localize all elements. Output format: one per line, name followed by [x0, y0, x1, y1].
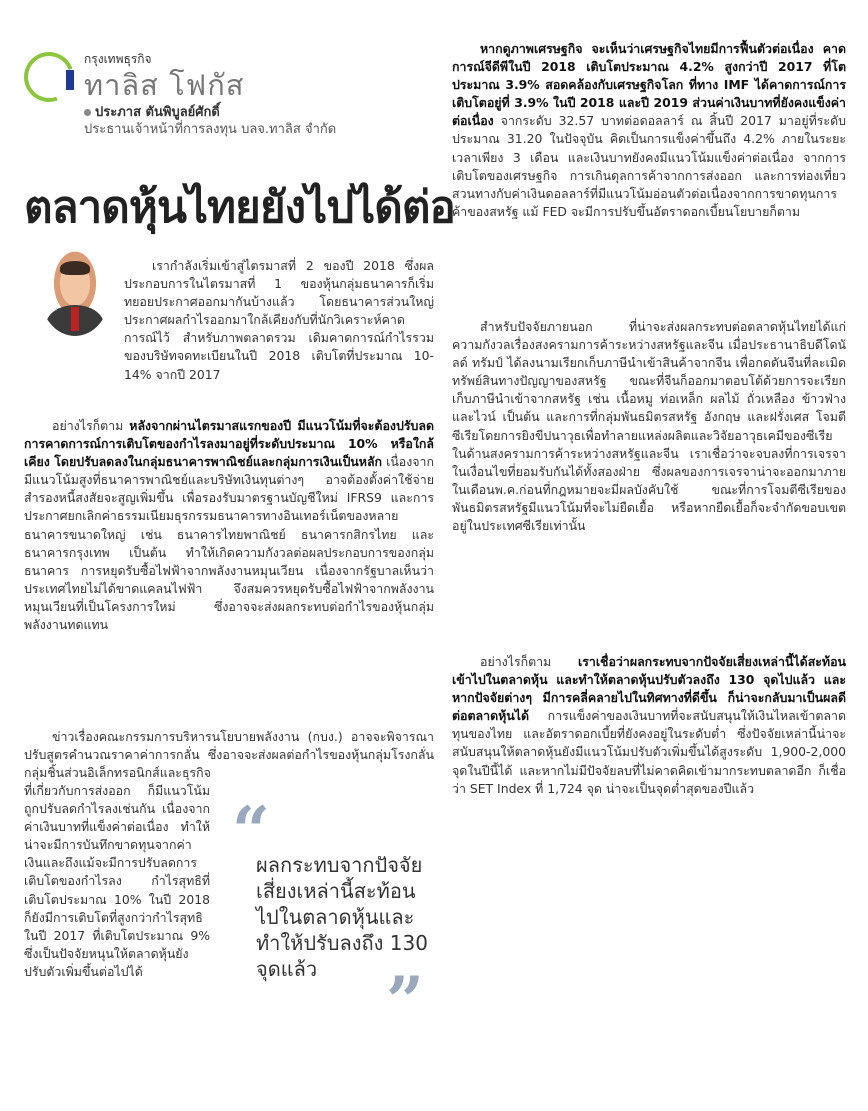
paragraph-text: การแข็งค่าของเงินบาทที่จะสนับสนุนให้เงินไหลเข้าตลาดทุนของไทย และอัตราดอกเบี้ยที่ยังคงอยู่ในระดับต่ำ ซึ่งปัจจัยเหล่านี้น่าจะสนับสนุนให้ตลาดหุ้นยังมีแนวโน้มปรับตัวเพิ่มขึ้นได้สูงระดับ 1,900-2,000 จุดในปีนี้ได้ และหากไม่มีปัจจัยลบที่ไม่คาดคิดเข้ามากระทบตลาดอีก ก็เชื่อว่า SET Index ที่ 1,724 จุด น่าจะเป็นจุดต่ำสุดของปีแล้ว	[452, 708, 846, 796]
paragraph-intro: อย่างไรก็ตาม	[480, 654, 578, 669]
article-headline: ตลาดหุ้นไทยยังไปได้ต่อ	[24, 182, 455, 233]
paragraph-highlight: หากดูภาพเศรษฐกิจ จะเห็นว่าเศรษฐกิจไทยมีการฟื้นตัวต่อเนื่อง คาดการณ์จีดีพีในปี 2018 เติบโตประมาณ 4.2% สูงกว่าปี 2017 ที่โตประมาณ 3.9% สอดคล้องกับเศรษฐกิจโลก ที่ทาง IMF ได้คาดการณ์การเติบโตอยู่ที่ 3.9% ในปี 2018 และปี 2019 ส่วนค่าเงินบาทที่ยังคงแข็งค่าต่อเนื่อง	[452, 41, 846, 129]
left-paragraph-3-continued	[24, 782, 210, 981]
paragraph-text: เนื่องจากมีแนวโน้มสูงที่ธนาคารพาณิชย์และบริษัทเงินทุนต่างๆ อาจต้องตั้งค่าใช้จ่ายสำรองหนี้สงสัยจะสูญเพิ่มขึ้น เพื่อรองรับมาตรฐานบัญชีใหม่ IFRS9 และการประกาศยกเลิกค่าธรรมเนียมธุรกรรมธนาคารทางอินเทอร์เน็ตของหลายธนาคารขนาดใหญ่ เช่น ธนาคารไทยพาณิชย์ ธนาคารกสิกรไทย และธนาคารกรุงเทพ เป็นต้น ทำให้เกิดความกังวลต่อผลประกอบการของกลุ่มธนาคาร การหยุดรับซื้อไฟฟ้าจากพลังงานหมุนเวียน เนื่องจากรัฐบาลเห็นว่าประเทศไทยไม่ได้ขาดแคลนไฟฟ้า จึงสมควรหยุดรับซื้อไฟฟ้าจากพลังงานหมุนเวียนที่เป็นโครงการใหม่ ซึ่งอาจจะส่งผลกระทบต่อกำไรของหุ้นกลุ่มพลังงานทดแทน	[24, 454, 434, 633]
right-paragraph-1	[452, 40, 846, 221]
left-paragraph-3	[24, 728, 434, 782]
right-paragraph-2	[452, 318, 846, 535]
publisher-name: กรุงเทพธุรกิจ	[84, 52, 152, 66]
author-title: ประธานเจ้าหน้าที่การลงทุน บลจ.ทาลิส จำกัด	[84, 122, 337, 137]
pull-quote: ผลกระทบจากปัจจัยเสี่ยงเหล่านี้สะท้อนไปในตลาดหุ้นและทำให้ปรับลงถึง 130 จุดแล้ว	[256, 853, 428, 981]
quote-close-icon: ”	[386, 962, 424, 1040]
paragraph-text: เรากำลังเริ่มเข้าสู่ไตรมาสที่ 2 ของปี 2018 ซึ่งผลประกอบการในไตรมาสที่ 1 ของหุ้นกลุ่มธนาคารก็เริ่มทยอยประกาศออกมากันบ้างแล้ว โดยธนาคารส่วนใหญ่ประกาศผลกำไรออกมาใกล้เคียงกับที่นักวิเคราะห์คาดการณ์ไว้ สำหรับภาพตลาดรวม เดิมคาดการณ์กำไรรวมของบริษัทจดทะเบียนในปี 2018 เติบโตที่ประมาณ 10-14% จากปี 2017	[124, 258, 434, 382]
paragraph-highlight: เราเชื่อว่าผลกระทบจากปัจจัยเสี่ยงเหล่านี้ได้สะท้อนเข้าไปในตลาดหุ้น และทำให้ตลาดหุ้นปรับตัวลงถึง 130 จุดไปแล้ว และหากปัจจัยต่างๆ มีการคลี่คลายไปในทิศทางที่ดีขึ้น ก็น่าจะกลับมาเป็นผลดีต่อตลาดหุ้นได้	[452, 654, 846, 724]
paragraph-text: ที่เกี่ยวกับการส่งออก ก็มีแนวโน้มถูกปรับลดกำไรลงเช่นกัน เนื่องจากค่าเงินบาทที่แข็งค่าต่อเนื่อง ทำให้น่าจะมีการบันทึกขาดทุนจากค่าเงินและถึงแม้จะมีการปรับลดการเติบโตของกำไรลง กำไรสุทธิที่เติบโตประมาณ 10% ในปี 2018 ก็ยังมีการเติบโตที่สูงกว่ากำไรสุทธิในปี 2017 ที่เติบโตประมาณ 9% ซึ่งเป็นปัจจัยหนุนให้ตลาดหุ้นยังปรับตัวเพิ่มขึ้นต่อไปได้	[24, 783, 210, 979]
author-name: ประภาส ตันพิบูลย์ศักดิ์	[95, 105, 220, 120]
paragraph-text: ข่าวเรื่องคณะกรรมการบริหารนโยบายพลังงาน (กบง.) อาจจะพิจารณาปรับสูตรคำนวณราคาค่าการกลั่น ซึ่งอาจจะส่งผลต่อกำไรของหุ้นกลุ่มโรงกลั่น กลุ่มชิ้นส่วนอิเล็กทรอนิกส์และธุรกิจ	[24, 729, 434, 781]
left-paragraph-2	[24, 417, 434, 634]
left-paragraph-1	[24, 257, 434, 384]
right-paragraph-3	[452, 653, 846, 798]
column-name: ทาลิส โฟกัส	[84, 68, 245, 102]
paragraph-intro: อย่างไรก็ตาม	[52, 418, 130, 433]
paragraph-text: สำหรับปัจจัยภายนอก ที่น่าจะส่งผลกระทบต่อตลาดหุ้นไทยได้แก่ ความกังวลเรื่องสงครามการค้าระหว่างสหรัฐและจีน เมื่อประธานาธิบดีโดนัลด์ ทรัมป์ ได้ลงนามเรียกเก็บภาษีนำเข้าสินค้าจากจีน เพื่อกดดันจีนที่ละเมิดทรัพย์สินทางปัญญาของสหรัฐ ขณะที่จีนก็ออกมาตอบโต้ด้วยการจะเรียกเก็บภาษีนำเข้าจากสหรัฐ เช่น เนื้อหมู ท่อเหล็ก ผลไม้ ถั่วเหลือง ข้าวฟ่าง และไวน์ เป็นต้น และการที่กลุ่มพันธมิตรสหรัฐ อังกฤษ และฝรั่งเศส โจมตีซีเรียโดยการยิงขีปนาวุธเพื่อทำลายแหล่งผลิตและวิจัยอาวุธเคมีของซีเรียในด้านสงครามการค้าระหว่างสหรัฐและจีน เราเชื่อว่าจะจบลงที่การเจรจาในเงื่อนไขที่ยอมรับกันได้ทั้งสองฝ่าย ซึ่งผลของการเจรจาน่าจะออกมาภายในเดือนพ.ค.ก่อนที่กฎหมายจะมีผลบังคับใช้ ขณะที่การโจมตีซีเรียของพันธมิตรสหรัฐมีแนวโน้มที่จะไม่ยืดเยื้อ หรือหากยืดเยื้อก็จะจำกัดขอบเขตอยู่ในประเทศซีเรียเท่านั้น	[452, 319, 846, 534]
paragraph-text: จากระดับ 32.57 บาทต่อดอลลาร์ ณ สิ้นปี 2017 มาอยู่ที่ระดับประมาณ 31.20 ในปัจจุบัน คิดเป็นการแข็งค่าขึ้นถึง 4.2% ภายในระยะเวลาเพียง 3 เดือน และเงินบาทยังคงมีแนวโน้มแข็งค่าต่อเนื่อง จากการเติบโตของเศรษฐกิจ การเกินดุลการค้าจากการส่งออก และการท่องเที่ยวสวนทางกับค่าเงินดอลลาร์ที่มีแนวโน้มอ่อนตัวต่อเนื่องจากการขาดทุนการค้าของสหรัฐ แม้ FED จะมีการปรับขึ้นอัตราดอกเบี้ยนโยบายก็ตาม	[452, 113, 846, 219]
column-logo-bar	[66, 70, 74, 90]
quote-open-icon: “	[232, 792, 270, 870]
bullet-icon	[84, 109, 91, 116]
paragraph-highlight: หลังจากผ่านไตรมาสแรกของปี มีแนวโน้มที่จะต้องปรับลดการคาดการณ์การเติบโตของกำไรลงมาอยู่ที่ระดับประมาณ 10% หรือใกล้เคียง โดยปรับลดลงในกลุ่มธนาคารพาณิชย์และกลุ่มการเงินเป็นหลัก	[24, 418, 434, 470]
